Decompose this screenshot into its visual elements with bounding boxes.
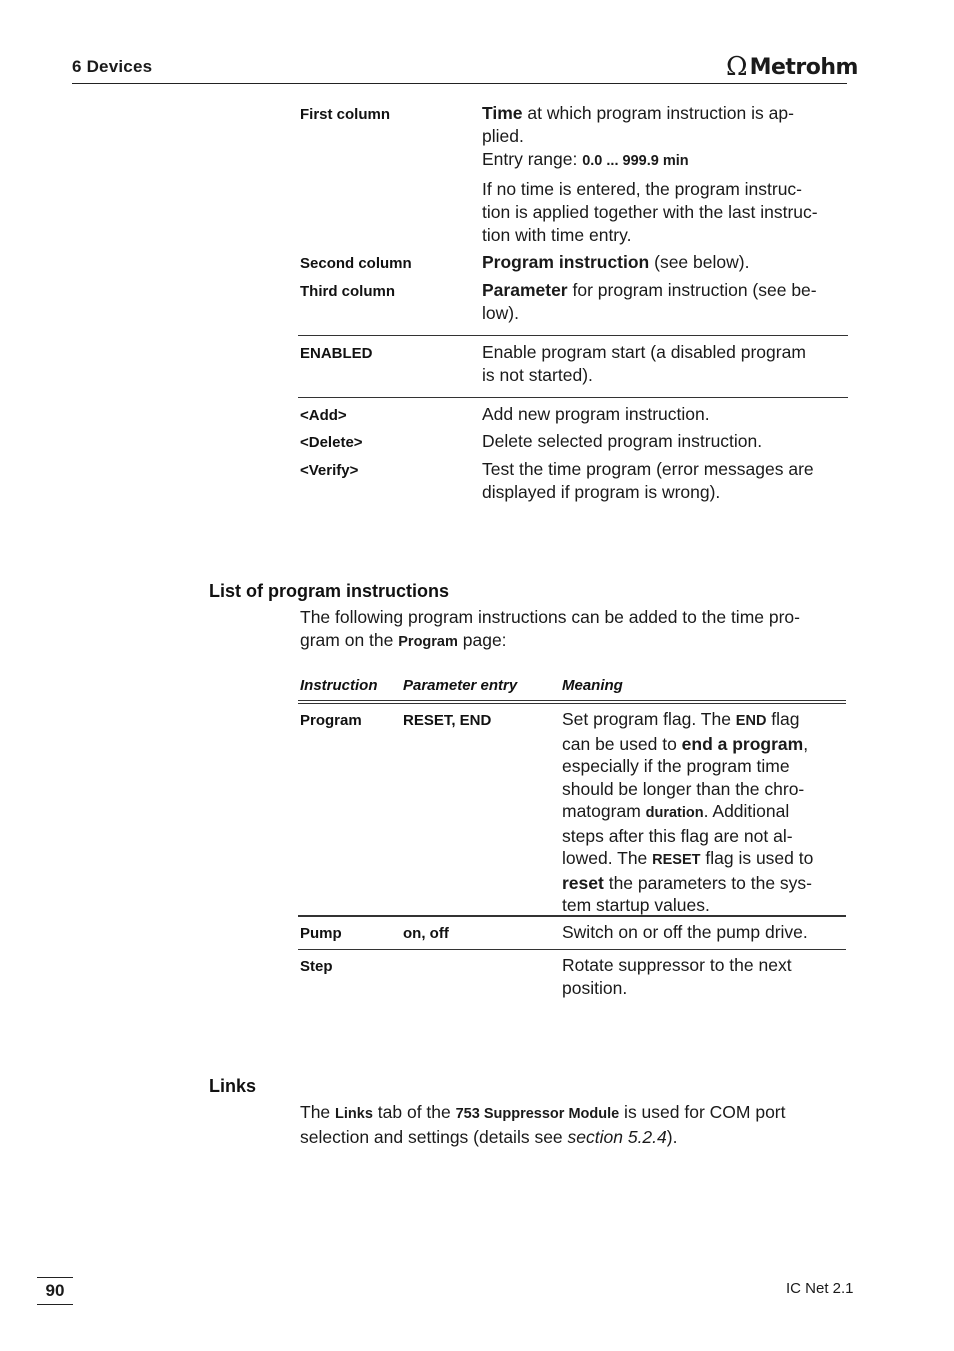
table-header-rule (298, 700, 846, 704)
table-row-parameter: on, off (403, 925, 449, 942)
section-header: 6 Devices (72, 57, 153, 76)
omega-icon: Ω (726, 52, 748, 82)
label-verify: <Verify> (300, 462, 359, 479)
label-add: <Add> (300, 407, 347, 424)
col-header-parameter: Parameter entry (403, 677, 518, 694)
table-row-instruction: Pump (300, 925, 342, 942)
heading-links: Links (209, 1076, 257, 1096)
table-row-meaning: Rotate suppressor to the next position. (562, 955, 792, 998)
label-delete: <Delete> (300, 434, 363, 451)
table-row-instruction: Program (300, 712, 362, 729)
page-number: 90 (37, 1277, 73, 1305)
label-third-column: Third column (300, 283, 395, 300)
heading-list-instructions: List of program instructions (209, 581, 450, 601)
label-second-column: Second column (300, 255, 412, 272)
table-row-rule (298, 915, 846, 917)
links-text: The Links tab of the 753 Suppressor Module is used for COM port selection and settings (details see section 5.2.4). (300, 1102, 786, 1147)
desc-enabled: Enable program start (a disabled program is not started). (482, 342, 806, 385)
section-reference[interactable]: section 5.2.4 (567, 1127, 667, 1147)
brand-name: Metrohm (749, 54, 858, 80)
desc-first-column: Time at which program instruction is ap- plied. Entry range: 0.0 ... 999.9 min If no time is entered, the program instruc- tion is applied together with the last instruc- tion with time entry. (482, 103, 818, 245)
table-row-parameter: RESET, END (403, 712, 492, 729)
desc-verify: Test the time program (error messages are displayed if program is wrong). (482, 459, 814, 502)
label-first-column: First column (300, 106, 391, 123)
desc-add: Add new program instruction. (482, 404, 710, 424)
table-row-meaning: Set program flag. The END flag can be used to end a program, especially if the program time should be longer than the chro- matogram duration. Additional steps after this flag are not al- lowed. The RESET flag is used to reset the parameters to the sys- tem startup values. (562, 709, 814, 915)
entry-range-value: 0.0 ... 999.9 min (582, 153, 689, 169)
desc-second-column: Program instruction (see below). (482, 252, 750, 272)
term-time: Time (482, 103, 523, 123)
footer-product: IC Net 2.1 (786, 1280, 854, 1297)
table-row-instruction: Step (300, 958, 333, 975)
list-intro: The following program instructions can be added to the time pro- gram on the Program page: (300, 607, 800, 650)
col-header-meaning: Meaning (562, 677, 623, 694)
desc-delete: Delete selected program instruction. (482, 431, 763, 451)
divider (298, 397, 848, 398)
metrohm-logo (726, 52, 858, 82)
col-header-instruction: Instruction (300, 677, 378, 694)
label-enabled: ENABLED (300, 345, 373, 362)
header-rule (72, 83, 847, 84)
desc-third-column: Parameter for program instruction (see be- low). (482, 280, 817, 323)
table-row-meaning: Switch on or off the pump drive. (562, 922, 808, 942)
table-row-rule (298, 949, 846, 950)
divider (298, 335, 848, 336)
